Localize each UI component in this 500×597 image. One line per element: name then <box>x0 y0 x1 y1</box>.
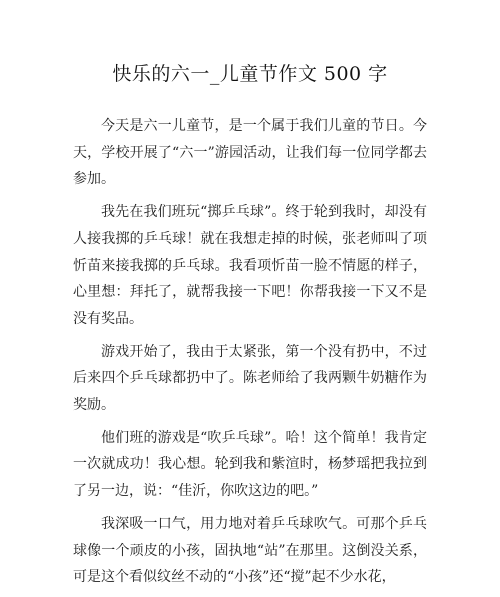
paragraph: 我深吸一口气，用力地对着乒乓球吹气。可那个乒乓球像一个顽皮的小孩，固执地“站”在那里。这倒没关系，可是这个看似纹丝不动的“小孩”还“搅”起不少水花， <box>73 515 427 586</box>
paragraph: 今天是六一儿童节，是一个属于我们儿童的节日。今天，学校开展了“六一”游园活动，让我们每一位同学都去参加。 <box>73 118 427 188</box>
paragraph: 我先在我们班玩“掷乒乓球”。终于轮到我时，却没有人接我掷的乒乓球！就在我想走掉的时候，张老师叫了项忻苗来接我掷的乒乓球。我看项忻苗一脸不情愿的样子，心里想：拜托了，就帮我接一下吧！你帮我接一下又不是没有奖品。 <box>73 204 427 327</box>
document-title: 快乐的六一_儿童节作文 500 字 <box>112 63 388 85</box>
document-body <box>73 113 427 597</box>
paragraph: 游戏开始了，我由于太紧张，第一个没有扔中，不过后来四个乒乓球都扔中了。陈老师给了我两颗牛奶糖作为奖励。 <box>73 343 427 414</box>
paragraph: 他们班的游戏是“吹乒乓球”。哈！这个简单！我肯定一次就成功！我心想。轮到我和紫渲时，杨梦瑶把我拉到了另一边，说：“佳沂，你吹这边的吧。” <box>73 429 427 500</box>
